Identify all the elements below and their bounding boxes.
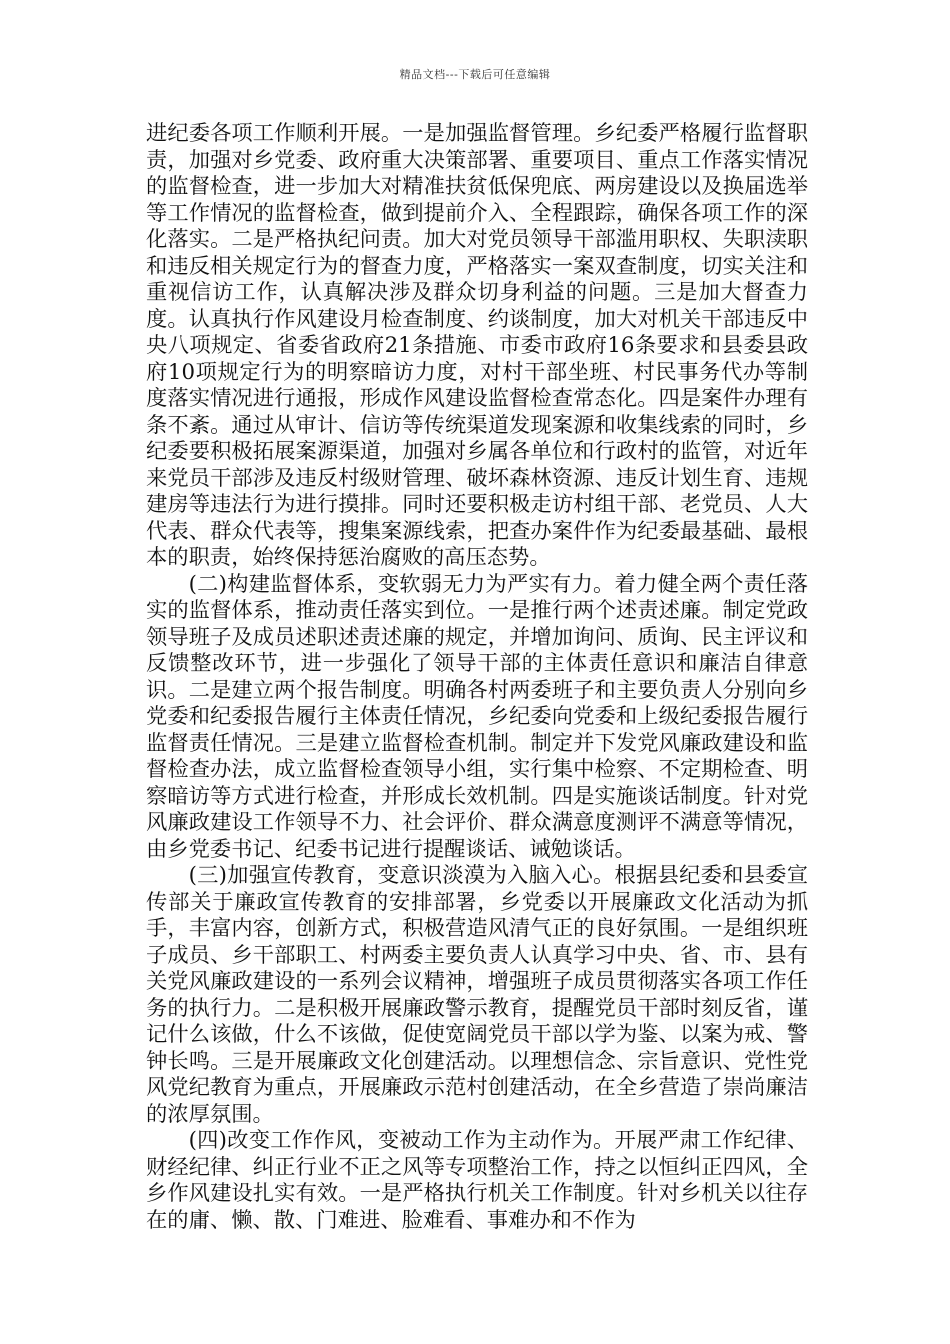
paragraph-1: 进纪委各项工作顺利开展。一是加强监督管理。乡纪委严格履行监督职责，加强对乡党委、政府重大决策部署、重要项目、重点工作落实情况的监督检查，进一步加大对精准扶贫低保兜底、两房建设以及换届选举等工作情况的监督检查，做到提前介入、全程跟踪，确保各项工作的深化落实。二是严格执纪问责。加大对党员领导干部滥用职权、失职渎职和违反相关规定行为的督查力度，严格落实一案双查制度，切实关注和重视信访工作，认真解决涉及群众切身利益的问题。三是加大督查力度。认真执行作风建设月检查制度、约谈制度，加大对机关干部违反中央八项规定、省委省政府21条措施、市委市政府16条要求和县委县政府10项规定行为的明察暗访力度，对村干部坐班、村民事务代办等制度落实情况进行通报，形成作风建设监督检查常态化。四是案件办理有条不紊。通过从审计、信访等传统渠道发现案源和收集线索的同时，乡纪委要积极拓展案源渠道，加强对乡属各单位和行政村的监管，对近年来党员干部涉及违反村级财管理、破坏森林资源、违反计划生育、违规建房等违法行为进行摸排。同时还要积极走访村组干部、老党员、人大代表、群众代表等，搜集案源线索，把查办案件作为纪委最基础、最根本的职责，始终保持惩治腐败的高压态势。 xyxy=(146,121,808,570)
paragraph-4: (四)改变工作作风，变被动工作为主动作为。开展严肃工作纪律、财经纪律、纠正行业不正之风等专项整治工作，持之以恒纠正四风，全乡作风建设扎实有效。一是严格执行机关工作制度。针对乡机关以往存在的庸、懒、散、门难进、脸难看、事难办和不作为 xyxy=(146,1128,808,1233)
document-body xyxy=(146,121,808,1234)
paragraph-2: (二)构建监督体系，变软弱无力为严实有力。着力健全两个责任落实的监督体系，推动责任落实到位。一是推行两个述责述廉。制定党政领导班子及成员述职述责述廉的规定，并增加询问、质询、民主评议和反馈整改环节，进一步强化了领导干部的主体责任意识和廉洁自律意识。二是建立两个报告制度。明确各村两委班子和主要负责人分别向乡党委和纪委报告履行主体责任情况，乡纪委向党委和上级纪委报告履行监督责任情况。三是建立监督检查机制。制定并下发党风廉政建设和监督检查办法，成立监督检查领导小组，实行集中检察、不定期检查、明察暗访等方式进行检查，并形成长效机制。四是实施谈话制度。针对党风廉政建设工作领导不力、社会评价、群众满意度测评不满意等情况，由乡党委书记、纪委书记进行提醒谈话、诫勉谈话。 xyxy=(146,571,808,862)
paragraph-3: (三)加强宣传教育，变意识淡漠为入脑入心。根据县纪委和县委宣传部关于廉政宣传教育的安排部署，乡党委以开展廉政文化活动为抓手，丰富内容，创新方式，积极营造风清气正的良好氛围。一是组织班子成员、乡干部职工、村两委主要负责人认真学习中央、省、市、县有关党风廉政建设的一系列会议精神，增强班子成员贯彻落实各项工作任务的执行力。二是积极开展廉政警示教育，提醒党员干部时刻反省，谨记什么该做，什么不该做，促使宽阔党员干部以学为鉴、以案为戒、警钟长鸣。三是开展廉政文化创建活动。以理想信念、宗旨意识、党性党风党纪教育为重点，开展廉政示范村创建活动，在全乡营造了崇尚廉洁的浓厚氛围。 xyxy=(146,863,808,1127)
page-header: 精品文档---下载后可任意编辑 xyxy=(399,68,551,81)
